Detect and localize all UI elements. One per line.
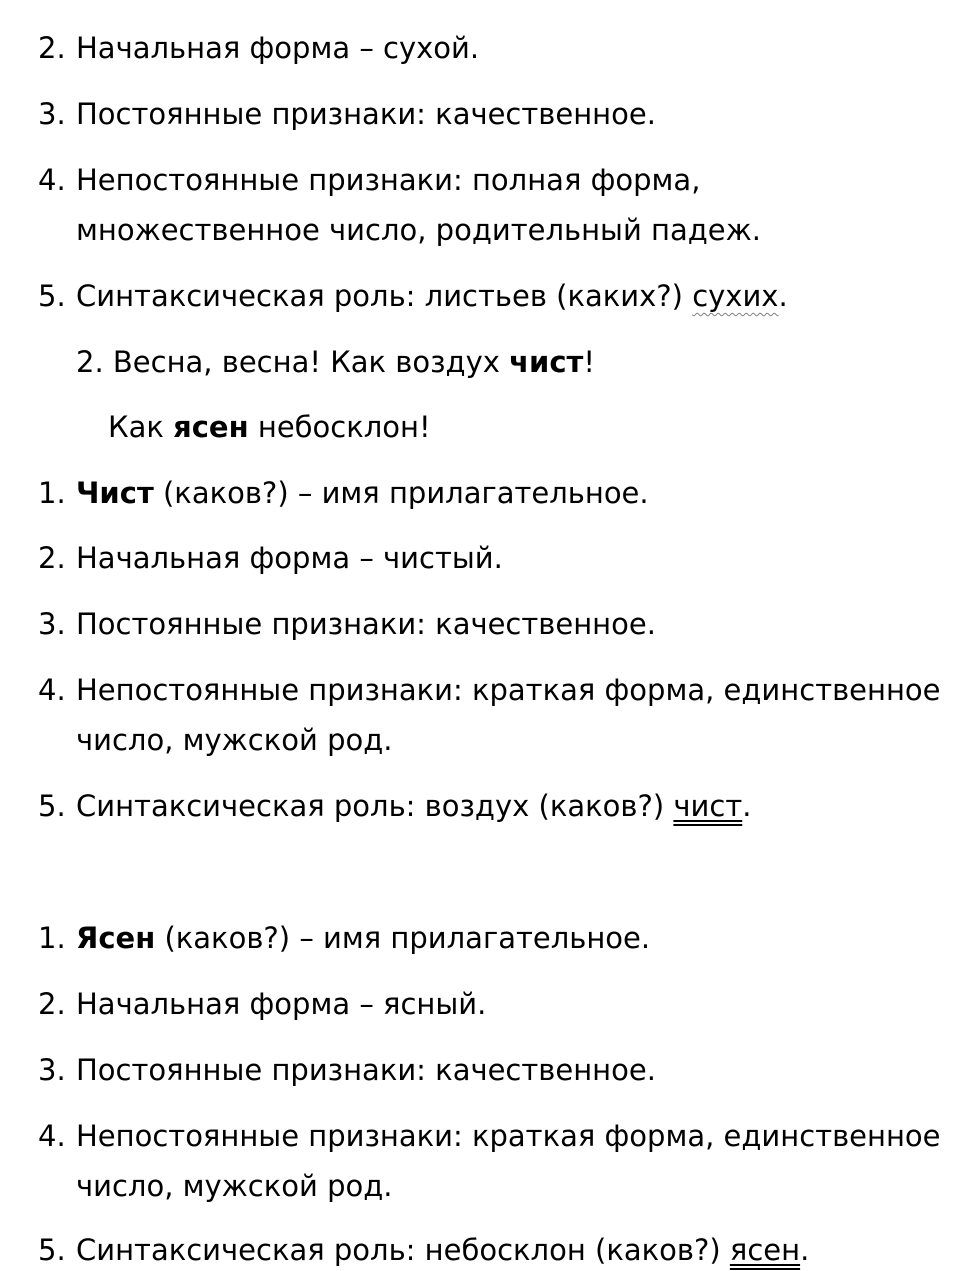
item-number: 3. — [38, 97, 66, 131]
poem-bold-word: ясен — [173, 410, 249, 444]
item-text: Непостоянные признаки: краткая форма, единственное — [76, 1119, 941, 1153]
item-bold-word: Чист — [76, 476, 154, 510]
item-number: 1. — [38, 476, 66, 510]
item-text — [76, 1230, 809, 1270]
item-number: 2. — [38, 541, 66, 575]
item-text-part: Синтаксическая роль: небосклон (каков?) — [76, 1233, 730, 1267]
item-text-part: . — [742, 789, 752, 823]
item-text-part: (каков?) – имя прилагательное. — [155, 921, 651, 955]
item-text: Начальная форма – ясный. — [76, 987, 487, 1021]
item-text: Начальная форма – сухой. — [76, 31, 480, 65]
item-number: 4. — [38, 1119, 66, 1153]
item-text: Непостоянные признаки: полная форма, — [76, 163, 701, 197]
item-text: Начальная форма – чистый. — [76, 541, 503, 575]
poem-bold-word: чист — [509, 345, 584, 379]
item-text: число, мужской род. — [76, 1169, 393, 1203]
poem-text — [108, 407, 431, 447]
item-text-part: Синтаксическая роль: листьев (каких?) — [76, 279, 693, 313]
item-number: 4. — [38, 673, 66, 707]
underlined-word: ясен — [729, 1233, 801, 1267]
item-text — [76, 918, 650, 958]
poem-text-part: ! — [583, 345, 596, 379]
item-number: 3. — [38, 607, 66, 641]
item-number: 5. — [38, 789, 66, 823]
item-text-part: . — [800, 1233, 810, 1267]
item-text-part: Синтаксическая роль: воздух (каков?) — [76, 789, 674, 823]
poem-text-part: Как — [108, 410, 174, 444]
item-number: 2. — [38, 31, 66, 65]
item-bold-word: Ясен — [76, 921, 156, 955]
item-text-part: . — [778, 279, 788, 313]
item-text — [76, 786, 751, 826]
item-number: 3. — [38, 1053, 66, 1087]
item-text: Непостоянные признаки: краткая форма, единственное — [76, 673, 941, 707]
item-text: число, мужской род. — [76, 723, 393, 757]
item-text: Постоянные признаки: качественное. — [76, 1053, 656, 1087]
poem-text-part: небосклон! — [248, 410, 431, 444]
underlined-word: сухих — [692, 279, 779, 313]
item-text: Постоянные признаки: качественное. — [76, 97, 656, 131]
poem-text-part: 2. Весна, весна! Как воздух — [76, 345, 510, 379]
underlined-word: чист — [673, 789, 743, 823]
poem-text — [76, 342, 595, 382]
item-number: 5. — [38, 279, 66, 313]
item-text — [76, 276, 788, 316]
item-number: 1. — [38, 921, 66, 955]
item-text-part: (каков?) – имя прилагательное. — [153, 476, 649, 510]
item-number: 2. — [38, 987, 66, 1021]
item-text — [76, 473, 649, 513]
item-text: множественное число, родительный падеж. — [76, 213, 761, 247]
item-text: Постоянные признаки: качественное. — [76, 607, 656, 641]
item-number: 4. — [38, 163, 66, 197]
item-number: 5. — [38, 1233, 66, 1267]
